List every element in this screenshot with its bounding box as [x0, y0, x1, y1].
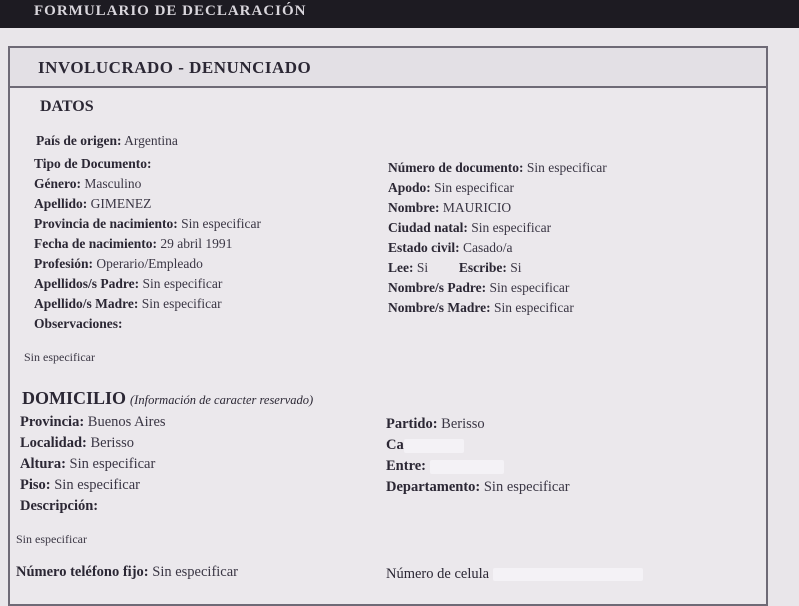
field-value: Sin especificar	[69, 456, 156, 472]
field-row	[388, 278, 607, 298]
field-row	[386, 456, 570, 477]
field-value: Argentina	[124, 133, 178, 148]
field-label: Entre:	[386, 458, 427, 474]
field-row	[34, 294, 261, 314]
field-value: Sin especificar	[142, 276, 223, 291]
field-label: Número de celula	[386, 566, 490, 582]
field-value: Berisso	[441, 416, 485, 432]
field-value: Berisso	[90, 435, 134, 451]
field-row	[386, 414, 570, 435]
field-value: Sin especificar	[152, 564, 239, 580]
field-value: MAURICIO	[442, 200, 512, 215]
field-value: Si	[416, 260, 429, 275]
field-row	[34, 274, 261, 294]
field-value: Buenos Aires	[87, 414, 166, 430]
section-note: (Información de caracter reservado)	[130, 393, 314, 407]
field-value: Sin especificar	[181, 216, 261, 231]
lee-escribe-row	[388, 258, 607, 278]
field-label: Número de documento:	[388, 160, 524, 175]
field-label: Ciudad natal:	[388, 220, 468, 235]
field-value: Sin especificar	[483, 479, 570, 495]
pais-origen-row	[36, 131, 178, 151]
field-label: Nombre/s Madre:	[388, 300, 491, 315]
field-label: Apellido:	[34, 196, 88, 211]
domicilio-left-column	[20, 412, 166, 517]
section-title: DOMICILIO	[22, 388, 127, 408]
redacted-value	[404, 439, 464, 453]
field-row	[34, 214, 261, 234]
field-value: Operario/Empleado	[96, 256, 203, 271]
field-label: Tipo de Documento:	[34, 156, 152, 171]
field-row	[34, 154, 261, 174]
field-label: Escribe:	[458, 260, 507, 275]
field-row	[34, 234, 261, 254]
field-value: Sin especificar	[141, 296, 222, 311]
field-label: Estado civil:	[388, 240, 460, 255]
domicilio-right-column	[386, 414, 570, 498]
field-row	[388, 298, 607, 318]
field-value: Sin especificar	[471, 220, 552, 235]
field-row	[20, 496, 166, 517]
field-row	[388, 158, 607, 178]
field-label: Altura:	[20, 456, 66, 472]
field-label: Provincia:	[20, 414, 85, 430]
field-label: País de origen:	[36, 133, 122, 148]
field-value: Si	[510, 260, 522, 275]
telefono-fijo-row	[16, 564, 238, 581]
field-row	[20, 454, 166, 475]
field-value: Sin especificar	[493, 300, 574, 315]
datos-left-column	[34, 154, 261, 334]
redacted-value	[430, 460, 504, 474]
field-label: Piso:	[20, 477, 51, 493]
celular-row	[386, 566, 643, 583]
field-label: Observaciones:	[34, 316, 123, 331]
observaciones-value: Sin especificar	[24, 350, 95, 364]
field-row	[388, 198, 607, 218]
field-label: Descripción:	[20, 498, 99, 514]
field-label: Ca	[386, 437, 404, 453]
field-row	[388, 178, 607, 198]
form-title-bar	[0, 0, 799, 28]
field-label: Departamento:	[386, 479, 481, 495]
field-label: Profesión:	[34, 256, 93, 271]
field-label: Partido:	[386, 416, 438, 432]
panel-title: INVOLUCRADO - DENUNCIADO	[10, 48, 766, 88]
form-title: FORMULARIO DE DECLARACIÓN	[34, 3, 307, 19]
field-row	[34, 194, 261, 214]
field-value: Sin especificar	[526, 160, 607, 175]
field-row	[386, 435, 570, 456]
field-label: Lee:	[388, 260, 414, 275]
field-row	[20, 475, 166, 496]
field-row	[20, 433, 166, 454]
field-label: Provincia de nacimiento:	[34, 216, 178, 231]
field-row	[34, 254, 261, 274]
field-label: Apellido/s Madre:	[34, 296, 139, 311]
field-label: Género:	[34, 176, 81, 191]
field-label: Fecha de nacimiento:	[34, 236, 157, 251]
descripcion-value: Sin especificar	[16, 532, 87, 546]
field-row	[20, 412, 166, 433]
field-row	[388, 238, 607, 258]
field-value: Sin especificar	[54, 477, 140, 493]
field-row	[34, 314, 261, 334]
field-value: GIMENEZ	[90, 196, 152, 211]
field-value: 29 abril 1991	[160, 236, 233, 251]
field-value: Casado/a	[463, 240, 513, 255]
field-label: Apellidos/s Padre:	[34, 276, 140, 291]
redacted-value	[493, 568, 643, 581]
field-value: Sin especificar	[489, 280, 570, 295]
field-row	[388, 218, 607, 238]
field-row	[34, 174, 261, 194]
field-label: Localidad:	[20, 435, 87, 451]
field-label: Nombre:	[388, 200, 440, 215]
domicilio-heading	[22, 388, 313, 409]
field-row	[386, 477, 570, 498]
field-value: Masculino	[84, 176, 142, 191]
datos-heading: DATOS	[40, 98, 94, 115]
field-label: Apodo:	[388, 180, 431, 195]
field-value: Sin especificar	[434, 180, 514, 195]
field-label: Número teléfono fijo:	[16, 564, 149, 580]
field-label: Nombre/s Padre:	[388, 280, 487, 295]
datos-right-column	[388, 158, 607, 318]
